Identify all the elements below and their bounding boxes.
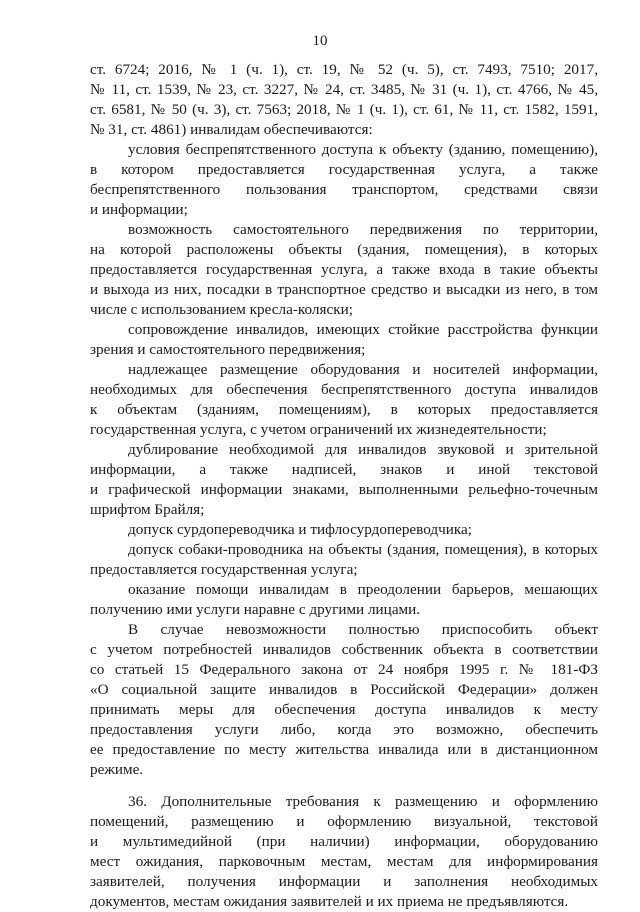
- text-line: «О социальной защите инвалидов в Российской Федерации» должен: [90, 681, 598, 698]
- text-line: информации, а также надписей, знаков и иной текстовой: [90, 461, 598, 478]
- text-line: зрения и самостоятельного передвижения;: [90, 341, 366, 358]
- paragraph: [90, 320, 598, 360]
- text-line: числе с использованием кресла-коляски;: [90, 301, 353, 318]
- text-line: сопровождение инвалидов, имеющих стойкие расстройства функции: [128, 321, 598, 338]
- text-line: с учетом потребностей инвалидов собственник объекта в соответствии: [90, 641, 598, 658]
- text-line: № 11, ст. 1539, № 23, ст. 3227, № 24, ст. 3485, № 31 (ч. 1), ст. 4766, № 45,: [90, 81, 598, 98]
- text-line: надлежащее размещение оборудования и носителей информации,: [128, 361, 598, 378]
- text-line: принимать меры для обеспечения доступа инвалидов к месту: [90, 701, 598, 718]
- text-line: возможность самостоятельного передвижения по территории,: [128, 221, 598, 238]
- text-line: заявителей, получения информации и заполнения необходимых: [90, 873, 598, 890]
- text-line: помещений, размещению и оформлению визуальной, текстовой: [90, 813, 598, 830]
- text-line: предоставления услуги либо, когда это возможно, обеспечить: [90, 721, 598, 738]
- text-line: № 31, ст. 4861) инвалидам обеспечиваются:: [90, 121, 373, 138]
- paragraph: [90, 360, 598, 440]
- paragraph: [90, 140, 598, 220]
- paragraph: [90, 440, 598, 520]
- text-line: к объектам (зданиям, помещениям), в которых предоставляется: [90, 401, 598, 418]
- page-number: 10: [312, 33, 328, 49]
- text-line: и информации;: [90, 201, 188, 218]
- text-line: дублирование необходимой для инвалидов звуковой и зрительной: [128, 441, 598, 458]
- text-line: мест ожидания, парковочным местам, местам для информирования: [90, 853, 598, 870]
- text-line: необходимых для обеспечения беспрепятственного доступа инвалидов: [90, 381, 598, 398]
- text-line: на которой расположены объекты (здания, помещения), в которых: [90, 241, 598, 258]
- text-line: и графической информации знаками, выполненными рельефно-точечным: [90, 481, 598, 498]
- paragraph: [90, 220, 598, 320]
- text-line: условия беспрепятственного доступа к объекту (зданию, помещению),: [128, 141, 598, 158]
- paragraph: [90, 520, 598, 540]
- text-line: беспрепятственного пользования транспортом, средствами связи: [90, 181, 598, 198]
- text-line: и выхода из них, посадки в транспортное средство и высадки из него, в том: [90, 281, 598, 298]
- text-line: предоставляется государственная услуга, а также входа в такие объекты: [90, 261, 598, 278]
- text-line: в котором предоставляется государственная услуга, а также: [90, 161, 598, 178]
- text-line: режиме.: [90, 761, 144, 778]
- text-line: со статьей 15 Федерального закона от 24 ноября 1995 г. № 181-ФЗ: [90, 661, 598, 678]
- text-line: 36. Дополнительные требования к размещению и оформлению: [128, 793, 598, 810]
- paragraph: [90, 792, 598, 912]
- text-line: ее предоставление по месту жительства инвалида или в дистанционном: [90, 741, 598, 758]
- text-line: и мультимедийной (при наличии) информации, оборудованию: [90, 833, 598, 850]
- text-line: ст. 6581, № 50 (ч. 3), ст. 7563; 2018, № 1 (ч. 1), ст. 61, № 11, ст. 1582, 1591,: [90, 101, 598, 118]
- text-line: предоставляется государственная услуга;: [90, 561, 358, 578]
- paragraph: [90, 540, 598, 580]
- text-line: В случае невозможности полностью приспособить объект: [128, 621, 598, 638]
- text-line: ст. 6724; 2016, № 1 (ч. 1), ст. 19, № 52 (ч. 5), ст. 7493, 7510; 2017,: [90, 61, 598, 78]
- paragraph: [90, 60, 598, 140]
- text-line: шрифтом Брайля;: [90, 501, 205, 518]
- text-line: документов, местам ожидания заявителей и их приема не предъявляются.: [90, 893, 569, 910]
- paragraph: [90, 620, 598, 780]
- body-text: [90, 60, 598, 912]
- text-line: допуск сурдопереводчика и тифлосурдопереводчика;: [128, 521, 472, 538]
- paragraph-gap: [90, 780, 598, 792]
- paragraph: [90, 580, 598, 620]
- text-line: государственная услуга, с учетом ограничений их жизнедеятельности;: [90, 421, 547, 438]
- text-line: оказание помощи инвалидам в преодолении барьеров, мешающих: [128, 581, 598, 598]
- text-line: получению ими услуги наравне с другими лицами.: [90, 601, 421, 618]
- text-line: допуск собаки-проводника на объекты (здания, помещения), в которых: [128, 541, 598, 558]
